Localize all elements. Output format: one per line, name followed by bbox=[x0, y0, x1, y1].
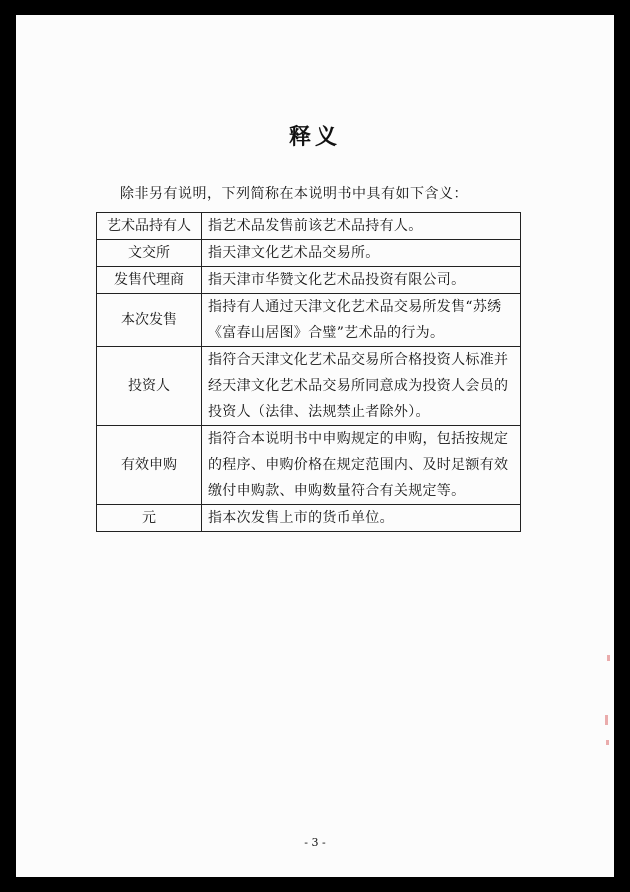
page-number: - 3 - bbox=[304, 836, 326, 849]
definition-cell: 指持有人通过天津文化艺术品交易所发售“苏绣《富春山居图》合璧”艺术品的行为。 bbox=[202, 294, 521, 347]
term-cell: 艺术品持有人 bbox=[97, 213, 202, 240]
seal-edge-mark bbox=[605, 715, 608, 725]
definition-cell: 指符合天津文化艺术品交易所合格投资人标准并经天津文化艺术品交易所同意成为投资人会员的投资人（法律、法规禁止者除外）。 bbox=[202, 347, 521, 426]
seal-edge-mark bbox=[606, 740, 609, 745]
table-row bbox=[97, 240, 521, 267]
table-row bbox=[97, 267, 521, 294]
term-cell: 发售代理商 bbox=[97, 267, 202, 294]
term-cell: 投资人 bbox=[97, 347, 202, 426]
table-row bbox=[97, 505, 521, 532]
page-title: 释义 bbox=[288, 124, 341, 150]
seal-edge-mark bbox=[607, 655, 610, 661]
definition-cell: 指艺术品发售前该艺术品持有人。 bbox=[202, 213, 521, 240]
table-row bbox=[97, 426, 521, 505]
table-row bbox=[97, 213, 521, 240]
term-cell: 有效申购 bbox=[97, 426, 202, 505]
table-row bbox=[97, 347, 521, 426]
definition-cell: 指本次发售上市的货币单位。 bbox=[202, 505, 521, 532]
definitions-table bbox=[96, 212, 521, 532]
definition-cell: 指天津文化艺术品交易所。 bbox=[202, 240, 521, 267]
document-page bbox=[16, 15, 614, 877]
term-cell: 文交所 bbox=[97, 240, 202, 267]
term-cell: 元 bbox=[97, 505, 202, 532]
definition-cell: 指天津市华赞文化艺术品投资有限公司。 bbox=[202, 267, 521, 294]
term-cell: 本次发售 bbox=[97, 294, 202, 347]
intro-paragraph: 除非另有说明，下列简称在本说明书中具有如下含义： bbox=[120, 186, 468, 202]
table-row bbox=[97, 294, 521, 347]
definition-cell: 指符合本说明书中申购规定的申购，包括按规定的程序、申购价格在规定范围内、及时足额有效缴付申购款、申购数量符合有关规定等。 bbox=[202, 426, 521, 505]
